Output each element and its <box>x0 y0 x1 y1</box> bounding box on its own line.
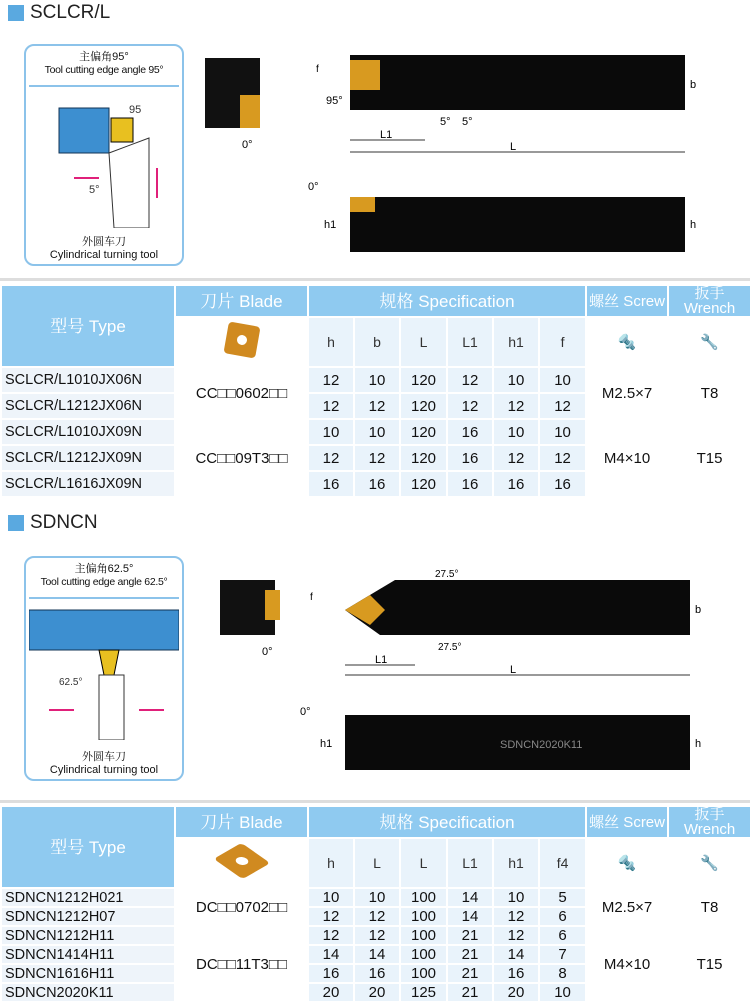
spec-cell: 14 <box>308 945 354 964</box>
screw-icon: 🔩 <box>586 838 668 888</box>
spec-cell: 12 <box>493 445 539 471</box>
wrench-icon: 🔧 <box>668 317 750 367</box>
spec-cell: 16 <box>447 419 493 445</box>
screw-icon: 🔩 <box>586 317 668 367</box>
type-cell: SCLCR/L1212JX09N <box>1 445 175 471</box>
spec-cell: 16 <box>354 964 400 983</box>
header-wrench: 扳手 Wrench <box>668 285 750 317</box>
dim-h: h <box>695 738 702 750</box>
spec-cell: 8 <box>539 964 586 983</box>
spec-cell: 20 <box>493 983 539 1002</box>
spec-cell: 12 <box>354 907 400 926</box>
dim-zero: 0° <box>262 646 273 658</box>
tool-marking: SDNCN2020K11 <box>500 739 583 751</box>
sclcr-spec-table: 型号 Type 刀片 Blade 规格 Specification 螺丝 Screw 扳手 Wrench h b L L1 h1 f 🔩 🔧 SCLCR/L1010JX06N CC□□0602□□ 12 10 120 12 10 10 M2.5×7 T8 SCLCR/L1212JX06N 12 12 120 12 12 12 SCLCR/L1010JX09N CC□□09T3□□ 10 10 120 16 10 10 M4×10 T15 SCLCR/L1212JX09N 12 12 120 16 12 12 SCLCR/L1616JX09N 16 16 120 16 16 16 <box>0 284 750 498</box>
dim-h1: h1 <box>324 219 337 231</box>
spec-cell: 10 <box>539 419 586 445</box>
header-type: 型号 Type <box>1 806 175 888</box>
section-title-sdncn: SDNCN <box>8 512 98 534</box>
spec-cell: 10 <box>493 888 539 907</box>
type-cell: SCLCR/L1616JX09N <box>1 471 175 497</box>
spec-cell: 10 <box>493 367 539 393</box>
spec-cell: 10 <box>539 983 586 1002</box>
spec-cell: 14 <box>447 907 493 926</box>
spec-cell: 12 <box>447 367 493 393</box>
spec-cell: 100 <box>400 888 447 907</box>
dim-zero: 0° <box>308 181 319 193</box>
spec-cell: 16 <box>493 964 539 983</box>
screw-cell: M2.5×7 <box>586 367 668 419</box>
spec-cell: 20 <box>354 983 400 1002</box>
blade-cell: CC□□09T3□□ <box>175 419 308 497</box>
type-cell: SCLCR/L1010JX06N <box>1 367 175 393</box>
spec-cell: 100 <box>400 907 447 926</box>
dim-l: L <box>510 664 517 676</box>
dim-b: b <box>695 604 702 616</box>
header-spec: 规格 Specification <box>308 806 586 838</box>
dim-h: h <box>690 219 697 231</box>
table-row <box>1 419 750 445</box>
spec-cell: 12 <box>539 393 586 419</box>
spec-cell: 100 <box>400 964 447 983</box>
screw-cell: M4×10 <box>586 926 668 1002</box>
spec-cell: 5 <box>539 888 586 907</box>
header-screw: 螺丝 Screw <box>586 285 668 317</box>
screw-cell: M4×10 <box>586 419 668 497</box>
spec-cell: 6 <box>539 926 586 945</box>
spec-cell: 12 <box>493 926 539 945</box>
wrench-cell: T8 <box>668 888 750 926</box>
spec-cell: 21 <box>447 983 493 1002</box>
section-marker-icon <box>8 515 24 531</box>
dim-f: f <box>310 592 313 603</box>
spec-cell: 10 <box>354 367 400 393</box>
dim-a1: 27.5° <box>435 569 459 580</box>
spec-cell: 12 <box>447 393 493 419</box>
spec-cell: 16 <box>354 471 400 497</box>
spec-cell: 21 <box>447 945 493 964</box>
dcmt-insert-icon <box>213 843 270 879</box>
header-blade: 刀片 Blade <box>175 806 308 838</box>
spec-cell: 120 <box>400 419 447 445</box>
table-row <box>1 926 750 945</box>
wrench-cell: T8 <box>668 367 750 419</box>
table-row <box>1 888 750 907</box>
spec-cell: 120 <box>400 471 447 497</box>
blade-cell: DC□□0702□□ <box>175 888 308 926</box>
spec-cell: 7 <box>539 945 586 964</box>
divider <box>0 800 750 803</box>
spec-cell: 10 <box>308 419 354 445</box>
type-cell: SDNCN2020K11 <box>1 983 175 1002</box>
table-row <box>1 367 750 393</box>
type-cell: SDNCN1616H11 <box>1 964 175 983</box>
spec-cell: 120 <box>400 393 447 419</box>
dim-l: L <box>510 141 517 153</box>
spec-cell: 12 <box>493 907 539 926</box>
turning-diagram-icon <box>29 590 179 740</box>
ccmt-insert-icon <box>223 321 260 358</box>
spec-cell: 12 <box>308 926 354 945</box>
cutting-angle-panel: 主偏角95° Tool cutting edge angle 95° 95 5° 外圆车刀 Cylindrical turning tool <box>24 44 184 266</box>
insert-image <box>175 838 308 888</box>
turning-diagram-icon <box>29 78 179 228</box>
dim-a1: 95° <box>326 95 343 107</box>
dim-zero: 0° <box>242 139 253 151</box>
sdncn-spec-table: 型号 Type 刀片 Blade 规格 Specification 螺丝 Screw 扳手 Wrench h L L L1 h1 f4 🔩 🔧 SDNCN1212H021 DC□□0702□□ 10 10 100 14 10 5 M2.5×7 T8 SDNCN1212H07 12 12 100 14 12 6 SDNCN1212H11 DC□□11T3□□ 12 12 100 21 12 6 M4×10 T15 SDNCN1414H11 14 14 100 21 14 7 SDNCN1616H11 16 16 100 21 16 8 SDNCN2020K11 20 20 125 21 20 10 <box>0 805 750 1003</box>
spec-cell: 12 <box>354 926 400 945</box>
spec-cell: 14 <box>447 888 493 907</box>
spec-cell: 12 <box>308 907 354 926</box>
section-title-sclcr: SCLCR/L <box>8 2 110 24</box>
type-cell: SCLCR/L1010JX09N <box>1 419 175 445</box>
spec-cell: 12 <box>493 393 539 419</box>
spec-cell: 120 <box>400 445 447 471</box>
spec-cell: 12 <box>308 445 354 471</box>
spec-cell: 16 <box>308 471 354 497</box>
angle-label: 95 <box>129 104 142 116</box>
insert-image <box>175 317 308 367</box>
wrench-cell: T15 <box>668 419 750 497</box>
divider <box>0 278 750 281</box>
header-wrench: 扳手 Wrench <box>668 806 750 838</box>
spec-cell: 16 <box>539 471 586 497</box>
type-cell: SDNCN1212H021 <box>1 888 175 907</box>
spec-cell: 16 <box>447 471 493 497</box>
spec-cell: 12 <box>354 393 400 419</box>
wrench-cell: T15 <box>668 926 750 1002</box>
spec-cell: 120 <box>400 367 447 393</box>
dim-a2: 5° <box>440 116 451 128</box>
spec-cell: 21 <box>447 964 493 983</box>
type-cell: SDNCN1212H07 <box>1 907 175 926</box>
dim-b: b <box>690 79 697 91</box>
wrench-icon: 🔧 <box>668 838 750 888</box>
header-screw: 螺丝 Screw <box>586 806 668 838</box>
spec-cell: 10 <box>354 888 400 907</box>
header-blade: 刀片 Blade <box>175 285 308 317</box>
spec-cell: 10 <box>539 367 586 393</box>
spec-cell: 12 <box>539 445 586 471</box>
header-type: 型号 Type <box>1 285 175 367</box>
spec-cell: 10 <box>308 888 354 907</box>
sdncn-tool-drawing <box>210 555 730 785</box>
blade-cell: CC□□0602□□ <box>175 367 308 419</box>
dim-l1: L1 <box>380 129 393 141</box>
spec-cell: 10 <box>493 419 539 445</box>
spec-cell: 10 <box>354 419 400 445</box>
screw-cell: M2.5×7 <box>586 888 668 926</box>
spec-cell: 16 <box>308 964 354 983</box>
spec-cell: 21 <box>447 926 493 945</box>
dim-l1: L1 <box>375 654 388 666</box>
spec-cell: 12 <box>308 393 354 419</box>
spec-cell: 12 <box>308 367 354 393</box>
spec-cell: 14 <box>354 945 400 964</box>
section-marker-icon <box>8 5 24 21</box>
spec-cell: 16 <box>493 471 539 497</box>
dim-h1: h1 <box>320 738 333 750</box>
spec-cell: 125 <box>400 983 447 1002</box>
spec-cell: 12 <box>354 445 400 471</box>
feed-angle-label: 5° <box>89 184 100 196</box>
spec-cell: 16 <box>447 445 493 471</box>
spec-cell: 20 <box>308 983 354 1002</box>
dim-zero: 0° <box>300 706 311 718</box>
spec-cell: 14 <box>493 945 539 964</box>
sclcr-tool-drawing <box>200 40 720 270</box>
spec-cell: 100 <box>400 926 447 945</box>
angle-label: 62.5° <box>59 677 83 688</box>
cutting-angle-panel: 主偏角62.5° Tool cutting edge angle 62.5° 62.5° 外圆车刀 Cylindrical turning tool <box>24 556 184 781</box>
header-spec: 规格 Specification <box>308 285 586 317</box>
type-cell: SDNCN1414H11 <box>1 945 175 964</box>
dim-a2: 27.5° <box>438 642 462 653</box>
spec-cell: 6 <box>539 907 586 926</box>
type-cell: SCLCR/L1212JX06N <box>1 393 175 419</box>
dim-a3: 5° <box>462 116 473 128</box>
spec-cell: 100 <box>400 945 447 964</box>
type-cell: SDNCN1212H11 <box>1 926 175 945</box>
blade-cell: DC□□11T3□□ <box>175 926 308 1002</box>
dim-f: f <box>316 64 319 75</box>
